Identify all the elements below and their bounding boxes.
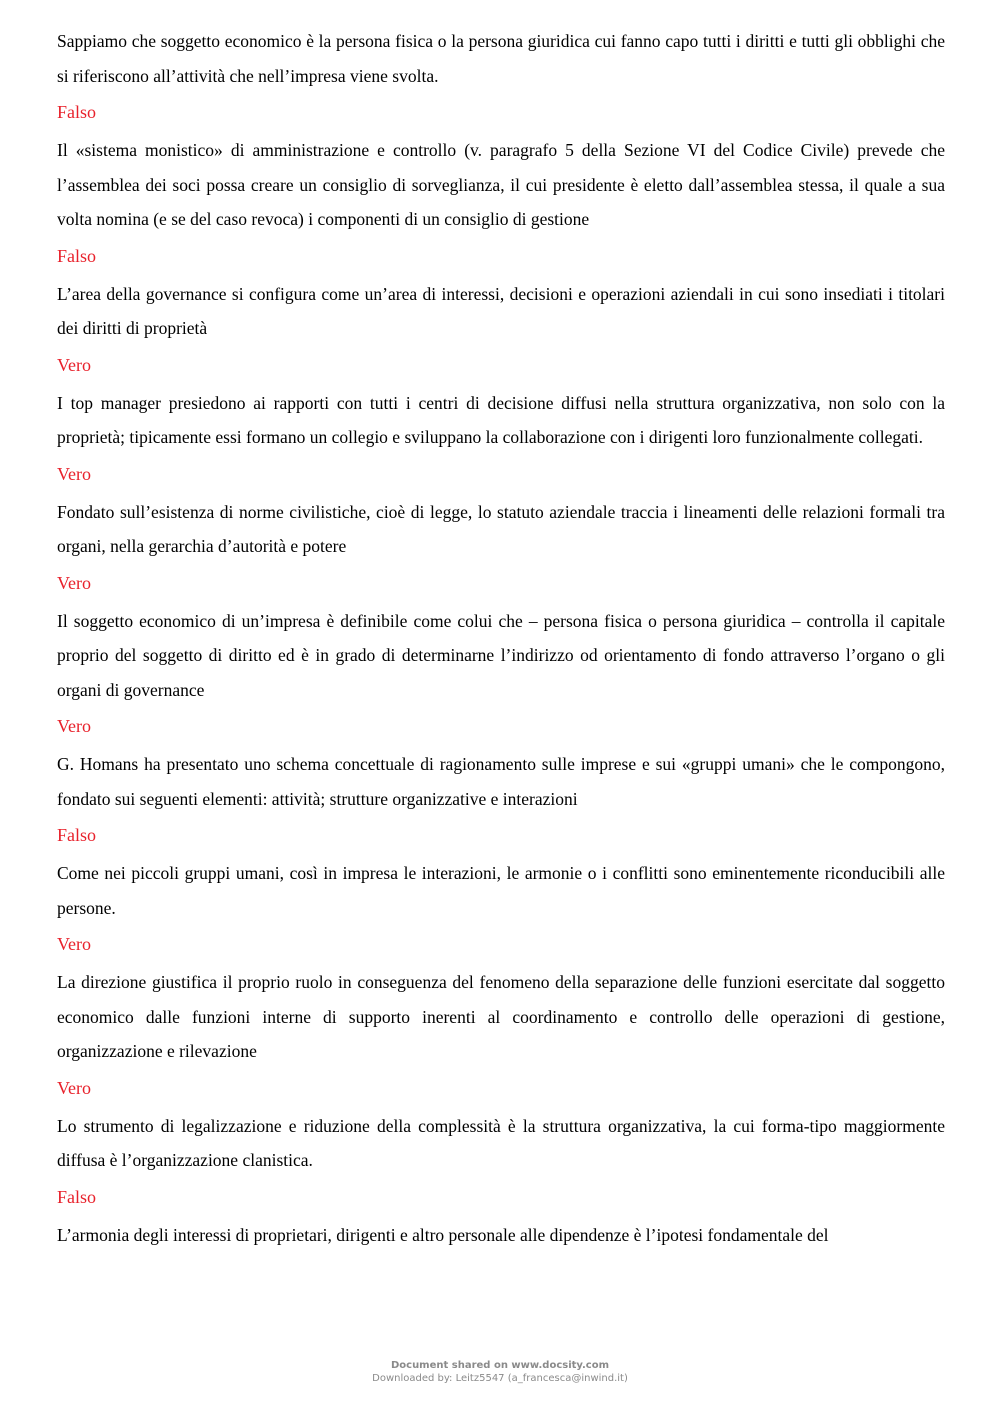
answer-text: Vero — [57, 572, 91, 593]
trailing-question-text: L’armonia degli interessi di proprietari, dirigenti e altro personale alle dipendenze è l’ipotesi fondamentale del — [57, 1224, 829, 1245]
question-text: La direzione giustifica il proprio ruolo in conseguenza del fenomeno della separazione delle funzioni esercitate dal soggetto economico dalle funzioni interne di supporto inerenti al coordinamento e controllo delle operazioni di gestione, organizzazione e rilevazione — [57, 972, 945, 1061]
answer-text: Vero — [57, 354, 91, 375]
qa-item-1 — [57, 24, 945, 128]
qa-item-3 — [57, 277, 945, 381]
question-text: Fondato sull’esistenza di norme civilistiche, cioè di legge, lo statuto aziendale traccia i lineamenti delle relazioni formali tra organi, nella gerarchia d’autorità e potere — [57, 501, 945, 556]
qa-item-2 — [57, 133, 945, 272]
question-text: Lo strumento di legalizzazione e riduzione della complessità è la struttura organizzativa, la cui forma-tipo maggiormente diffusa è l’organizzazione clanistica. — [57, 1115, 945, 1170]
qa-item-9 — [57, 965, 945, 1104]
question-text: Il soggetto economico di un’impresa è definibile come colui che – persona fisica o persona giuridica – controlla il capitale proprio del soggetto di diritto ed è in grado di determinarne l’indirizzo od orientamento di fondo attraverso l’organo o gli organi di governance — [57, 610, 945, 700]
qa-item-6 — [57, 604, 945, 743]
question-text: L’area della governance si configura come un’area di interessi, decisioni e operazioni aziendali in cui sono insediati i titolari dei diritti di proprietà — [57, 283, 945, 338]
question-text: Il «sistema monistico» di amministrazione e controllo (v. paragrafo 5 della Sezione VI del Codice Civile) prevede che l’assemblea dei soci possa creare un consiglio di sorveglianza, il cui presidente è eletto dall’assemblea stessa, il quale a sua volta nomina (e se del caso revoca) i componenti di un consiglio di gestione — [57, 140, 945, 229]
footer-downloaded-line: Downloaded by: Leitz5547 (a_francesca@inwind.it) — [372, 1373, 628, 1384]
answer-text: Falso — [57, 245, 97, 266]
footer-shared-line: Document shared on www.docsity.com — [390, 1360, 610, 1371]
qa-item-10 — [57, 1109, 945, 1213]
page-footer — [0, 1359, 1000, 1385]
qa-item-4 — [57, 386, 945, 490]
qa-item-5 — [57, 495, 945, 599]
qa-item-8 — [57, 856, 945, 960]
question-text: I top manager presiedono ai rapporti con tutti i centri di decisione diffusi nella struttura organizzativa, non solo con la proprietà; tipicamente essi formano un collegio e sviluppano la collaborazione con i dirigenti loro funzionalmente collegati. — [57, 392, 945, 447]
answer-text: Vero — [57, 716, 91, 736]
question-text: Sappiamo che soggetto economico è la persona fisica o la persona giuridica cui fanno capo tutti i diritti e tutti gli obblighi che si riferiscono all’attività che nell’impresa viene svolta. — [57, 31, 945, 86]
answer-text: Vero — [57, 1077, 91, 1098]
document-page — [57, 24, 945, 1252]
answer-text: Falso — [57, 102, 97, 122]
question-text: Come nei piccoli gruppi umani, così in impresa le interazioni, le armonie o i conflitti sono eminentemente riconducibili alle persone. — [57, 863, 945, 918]
answer-text: Vero — [57, 463, 91, 484]
qa-item-trailing — [57, 1218, 945, 1253]
answer-text: Falso — [57, 825, 97, 845]
answer-text: Falso — [57, 1186, 97, 1207]
question-text: G. Homans ha presentato uno schema concettuale di ragionamento sulle imprese e sui «gruppi umani» che le compongono, fondato sui seguenti elementi: attività; strutture organizzative e interazioni — [57, 754, 945, 809]
qa-item-7 — [57, 747, 945, 851]
answer-text: Vero — [57, 934, 91, 954]
